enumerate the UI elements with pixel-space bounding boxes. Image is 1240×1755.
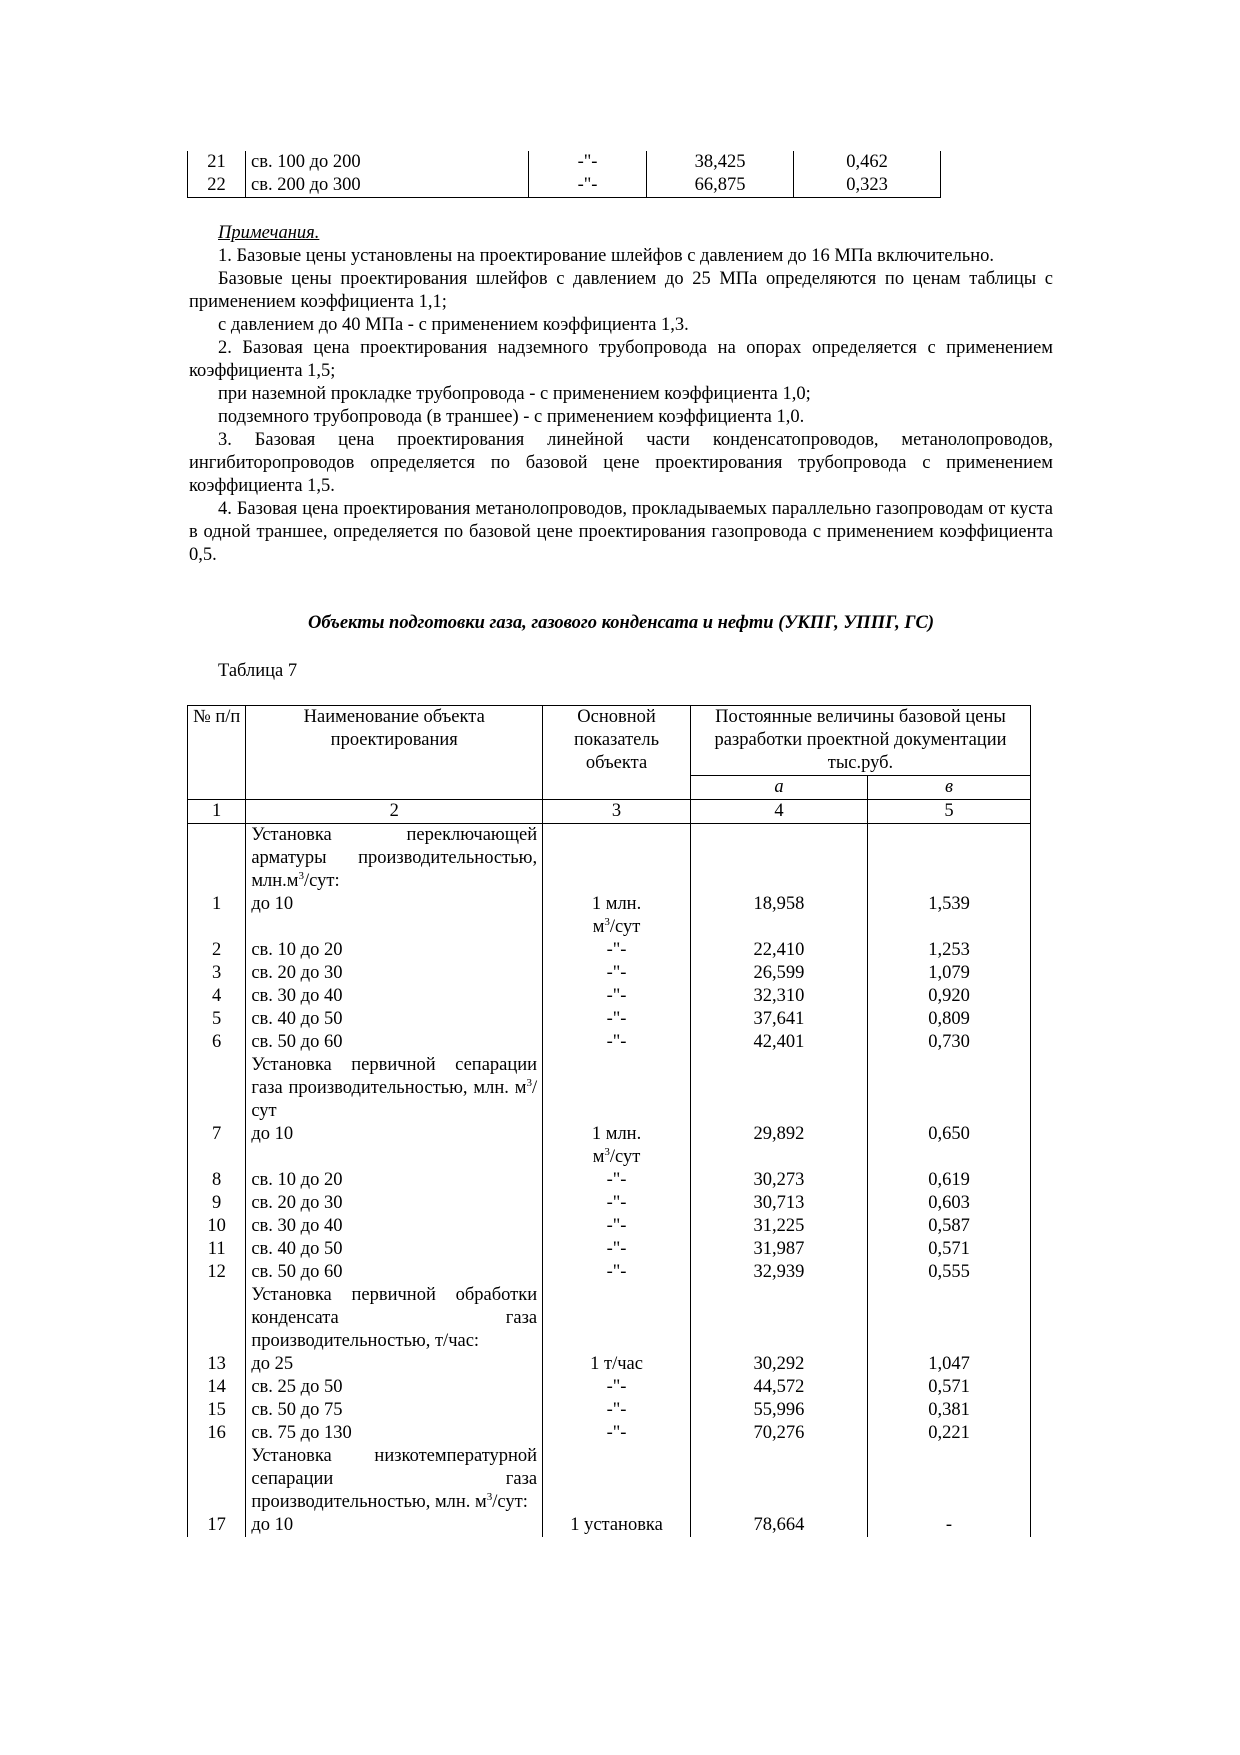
row-value-a: 18,958 bbox=[690, 893, 867, 939]
row-number: 22 bbox=[188, 174, 246, 198]
row-unit-text: -"- bbox=[606, 1239, 627, 1259]
note-paragraph: с давлением до 40 МПа - с применением коэффициента 1,3. bbox=[218, 315, 689, 335]
row-name: св. 30 до 40 bbox=[246, 985, 543, 1008]
row-unit-text: -"- bbox=[606, 940, 627, 960]
row-unit bbox=[543, 1123, 691, 1169]
note-paragraph: 4. Базовая цена проектирования метанолопроводов, прокладываемых параллельно газопроводам от куста в одной траншее, определяется по базовой цене проектирования газопровода с применением коэффициента 0,5. bbox=[189, 499, 1053, 565]
note-paragraph: 1. Базовые цены установлены на проектирование шлейфов с давлением до 16 МПа включительно. bbox=[218, 246, 995, 266]
empty-cell bbox=[543, 1284, 691, 1353]
row-name: св. 50 до 60 bbox=[246, 1031, 543, 1054]
row-value-b: 0,381 bbox=[868, 1399, 1031, 1422]
row-value-a: 44,572 bbox=[690, 1376, 867, 1399]
row-value-a: 30,273 bbox=[690, 1169, 867, 1192]
column-number: 5 bbox=[868, 800, 1031, 824]
empty-cell bbox=[543, 824, 691, 894]
table-row bbox=[188, 962, 1031, 985]
row-unit-text: -"- bbox=[606, 1423, 627, 1443]
row-unit bbox=[543, 1376, 691, 1399]
row-unit-suffix: /сут bbox=[609, 1147, 641, 1167]
row-unit-text: -"- bbox=[606, 1216, 627, 1236]
empty-cell bbox=[690, 824, 867, 894]
header-constants: Постоянные величины базовой цены разработки проектной документации тыс.руб. bbox=[690, 706, 1030, 776]
table-row bbox=[188, 174, 941, 198]
group-title-row bbox=[188, 1284, 1031, 1353]
row-unit-line2: м bbox=[592, 1147, 605, 1167]
row-unit bbox=[543, 893, 691, 939]
row-number: 13 bbox=[188, 1353, 246, 1376]
table-row bbox=[188, 1238, 1031, 1261]
row-value-b: - bbox=[868, 1514, 1031, 1537]
row-number: 2 bbox=[188, 939, 246, 962]
row-value-a: 66,875 bbox=[647, 174, 794, 198]
main-table bbox=[187, 705, 1031, 1537]
note-paragraph: 3. Базовая цена проектирования линейной части конденсатопроводов, метанолопроводов, ингибиторопроводов определяется по базовой цене проектирования трубопровода с применением коэффициента 1,5. bbox=[189, 430, 1053, 496]
row-name: до 25 bbox=[246, 1353, 543, 1376]
empty-cell bbox=[543, 1445, 691, 1514]
table-row bbox=[188, 151, 941, 174]
row-name: св. 200 до 300 bbox=[246, 174, 529, 198]
empty-cell bbox=[868, 1284, 1031, 1353]
group-title-suffix: /сут bbox=[251, 1078, 538, 1121]
row-number: 1 bbox=[188, 893, 246, 939]
row-value-a: 55,996 bbox=[690, 1399, 867, 1422]
row-unit-text: -"- bbox=[606, 1400, 627, 1420]
row-value-b: 1,539 bbox=[868, 893, 1031, 939]
row-unit-text: -"- bbox=[606, 1009, 627, 1029]
row-value-b: 1,079 bbox=[868, 962, 1031, 985]
empty-cell bbox=[868, 1054, 1031, 1123]
row-value-a: 31,987 bbox=[690, 1238, 867, 1261]
group-title bbox=[246, 1054, 543, 1123]
row-unit-text: 1 млн. bbox=[591, 894, 642, 914]
row-number: 10 bbox=[188, 1215, 246, 1238]
row-name: св. 50 до 60 bbox=[246, 1261, 543, 1284]
header-number: № п/п bbox=[188, 706, 246, 800]
row-unit bbox=[543, 1238, 691, 1261]
row-number: 9 bbox=[188, 1192, 246, 1215]
table-row bbox=[188, 1514, 1031, 1537]
table-row bbox=[188, 1261, 1031, 1284]
row-value-b: 0,650 bbox=[868, 1123, 1031, 1169]
row-unit bbox=[543, 985, 691, 1008]
table-row bbox=[188, 1123, 1031, 1169]
row-value-b: 0,587 bbox=[868, 1215, 1031, 1238]
row-value-a: 29,892 bbox=[690, 1123, 867, 1169]
row-name: св. 40 до 50 bbox=[246, 1008, 543, 1031]
notes-title-text: Примечания. bbox=[218, 223, 320, 243]
note-paragraph: Базовые цены проектирования шлейфов с давлением до 25 МПа определяются по ценам таблицы с применением коэффициента 1,1; bbox=[189, 269, 1053, 312]
top-table bbox=[187, 151, 941, 198]
empty-cell bbox=[690, 1054, 867, 1123]
row-unit-text: -"- bbox=[606, 986, 627, 1006]
empty-cell bbox=[188, 1445, 246, 1514]
header-row bbox=[188, 706, 1031, 776]
table-row bbox=[188, 1192, 1031, 1215]
row-unit bbox=[543, 962, 691, 985]
row-unit: -"- bbox=[529, 151, 647, 174]
row-number: 3 bbox=[188, 962, 246, 985]
group-title-row bbox=[188, 1445, 1031, 1514]
row-value-b: 0,571 bbox=[868, 1238, 1031, 1261]
row-name: до 10 bbox=[246, 893, 543, 939]
group-title-suffix: /сут: bbox=[492, 1492, 528, 1512]
main-table-body bbox=[188, 800, 1031, 1538]
group-title-text: Установка первичной обработки конденсата газа производительностью, т/час: bbox=[251, 1285, 538, 1351]
row-unit bbox=[543, 1215, 691, 1238]
row-number: 7 bbox=[188, 1123, 246, 1169]
row-unit bbox=[543, 1353, 691, 1376]
row-unit bbox=[543, 1514, 691, 1537]
row-number: 6 bbox=[188, 1031, 246, 1054]
header-name: Наименование объекта проектирования bbox=[246, 706, 543, 800]
row-value-b: 0,809 bbox=[868, 1008, 1031, 1031]
notes-section bbox=[189, 222, 1053, 567]
row-name: св. 10 до 20 bbox=[246, 939, 543, 962]
row-unit bbox=[543, 939, 691, 962]
row-name: до 10 bbox=[246, 1123, 543, 1169]
column-number: 3 bbox=[543, 800, 691, 824]
row-number: 14 bbox=[188, 1376, 246, 1399]
row-unit-text: -"- bbox=[606, 1193, 627, 1213]
row-value-b: 0,920 bbox=[868, 985, 1031, 1008]
column-number: 4 bbox=[690, 800, 867, 824]
row-number: 21 bbox=[188, 151, 246, 174]
row-unit bbox=[543, 1008, 691, 1031]
row-unit-suffix: /сут bbox=[609, 917, 641, 937]
table-row bbox=[188, 1376, 1031, 1399]
row-value-a: 32,939 bbox=[690, 1261, 867, 1284]
table-row bbox=[188, 939, 1031, 962]
empty-cell bbox=[188, 1054, 246, 1123]
note-paragraph: при наземной прокладке трубопровода - с применением коэффициента 1,0; bbox=[218, 384, 811, 404]
row-number: 4 bbox=[188, 985, 246, 1008]
group-title bbox=[246, 824, 543, 894]
group-title-text: Установка первичной сепарации газа производительностью, млн. м bbox=[251, 1055, 538, 1098]
table-caption: Таблица 7 bbox=[218, 661, 298, 681]
table-row bbox=[188, 893, 1031, 939]
row-value-a: 30,292 bbox=[690, 1353, 867, 1376]
row-value-b: 0,619 bbox=[868, 1169, 1031, 1192]
empty-cell bbox=[690, 1284, 867, 1353]
row-name: св. 10 до 20 bbox=[246, 1169, 543, 1192]
header-b: в bbox=[868, 776, 1031, 800]
table-row bbox=[188, 985, 1031, 1008]
notes-title bbox=[189, 222, 1053, 245]
column-numbers-row bbox=[188, 800, 1031, 824]
table-row bbox=[188, 1215, 1031, 1238]
row-unit-text: -"- bbox=[606, 1032, 627, 1052]
table-row bbox=[188, 1353, 1031, 1376]
row-unit-text: -"- bbox=[606, 1262, 627, 1282]
table-row bbox=[188, 1422, 1031, 1445]
row-number: 12 bbox=[188, 1261, 246, 1284]
empty-cell bbox=[188, 1284, 246, 1353]
group-title-text: Установка переключающей арматуры производительностью, млн.м bbox=[251, 825, 538, 891]
row-unit bbox=[543, 1169, 691, 1192]
row-unit-line2: м bbox=[592, 917, 605, 937]
row-name: до 10 bbox=[246, 1514, 543, 1537]
row-unit bbox=[543, 1031, 691, 1054]
row-unit-superscript: 3 bbox=[604, 915, 610, 928]
row-unit-text: -"- bbox=[606, 963, 627, 983]
row-value-a: 78,664 bbox=[690, 1514, 867, 1537]
row-value-b: 0,221 bbox=[868, 1422, 1031, 1445]
row-unit bbox=[543, 1399, 691, 1422]
row-name: св. 100 до 200 bbox=[246, 151, 529, 174]
row-unit: -"- bbox=[529, 174, 647, 198]
empty-cell bbox=[868, 824, 1031, 894]
table-row bbox=[188, 1399, 1031, 1422]
row-value-a: 70,276 bbox=[690, 1422, 867, 1445]
row-number: 16 bbox=[188, 1422, 246, 1445]
row-value-a: 37,641 bbox=[690, 1008, 867, 1031]
group-title bbox=[246, 1284, 543, 1353]
row-value-a: 42,401 bbox=[690, 1031, 867, 1054]
row-value-b: 0,603 bbox=[868, 1192, 1031, 1215]
group-title-superscript: 3 bbox=[526, 1076, 532, 1089]
empty-cell bbox=[690, 1445, 867, 1514]
group-title-row bbox=[188, 824, 1031, 894]
group-title-text: Установка низкотемпературной сепарации газа производительностью, млн. м bbox=[251, 1446, 538, 1512]
group-title bbox=[246, 1445, 543, 1514]
group-title-suffix: /сут: bbox=[304, 871, 340, 891]
header-indicator: Основной показатель объекта bbox=[543, 706, 691, 800]
group-title-row bbox=[188, 1054, 1031, 1123]
row-name: св. 25 до 50 bbox=[246, 1376, 543, 1399]
row-value-a: 30,713 bbox=[690, 1192, 867, 1215]
row-unit-text: -"- bbox=[606, 1377, 627, 1397]
section-title: Объекты подготовки газа, газового конденсата и нефти (УКПГ, УППГ, ГС) bbox=[307, 613, 935, 633]
row-value-a: 38,425 bbox=[647, 151, 794, 174]
table-row bbox=[188, 1031, 1031, 1054]
row-value-b: 0,323 bbox=[794, 174, 941, 198]
row-value-b: 1,253 bbox=[868, 939, 1031, 962]
row-unit bbox=[543, 1422, 691, 1445]
row-value-b: 0,571 bbox=[868, 1376, 1031, 1399]
row-name: св. 75 до 130 bbox=[246, 1422, 543, 1445]
group-title-superscript: 3 bbox=[486, 1490, 493, 1503]
row-unit-superscript: 3 bbox=[604, 1145, 610, 1158]
row-number: 5 bbox=[188, 1008, 246, 1031]
row-number: 15 bbox=[188, 1399, 246, 1422]
empty-cell bbox=[868, 1445, 1031, 1514]
row-name: св. 20 до 30 bbox=[246, 962, 543, 985]
row-name: св. 20 до 30 bbox=[246, 1192, 543, 1215]
row-value-a: 26,599 bbox=[690, 962, 867, 985]
row-value-b: 0,462 bbox=[794, 151, 941, 174]
row-value-a: 22,410 bbox=[690, 939, 867, 962]
row-unit-text: -"- bbox=[606, 1170, 627, 1190]
row-value-b: 0,730 bbox=[868, 1031, 1031, 1054]
group-title-superscript: 3 bbox=[298, 869, 305, 882]
row-value-a: 32,310 bbox=[690, 985, 867, 1008]
row-unit-text: 1 установка bbox=[570, 1515, 663, 1535]
row-value-b: 1,047 bbox=[868, 1353, 1031, 1376]
row-unit bbox=[543, 1192, 691, 1215]
row-unit-text: 1 млн. bbox=[591, 1124, 642, 1144]
empty-cell bbox=[188, 824, 246, 894]
row-value-a: 31,225 bbox=[690, 1215, 867, 1238]
row-number: 8 bbox=[188, 1169, 246, 1192]
table-row bbox=[188, 1008, 1031, 1031]
column-number: 1 bbox=[188, 800, 246, 824]
header-a: а bbox=[690, 776, 867, 800]
row-name: св. 30 до 40 bbox=[246, 1215, 543, 1238]
row-number: 17 bbox=[188, 1514, 246, 1537]
note-paragraph: 2. Базовая цена проектирования надземного трубопровода на опорах определяется с применением коэффициента 1,5; bbox=[189, 338, 1053, 381]
row-unit-text: 1 т/час bbox=[590, 1354, 643, 1374]
column-number: 2 bbox=[246, 800, 543, 824]
row-value-b: 0,555 bbox=[868, 1261, 1031, 1284]
row-number: 11 bbox=[188, 1238, 246, 1261]
row-name: св. 50 до 75 bbox=[246, 1399, 543, 1422]
table-row bbox=[188, 1169, 1031, 1192]
row-unit bbox=[543, 1261, 691, 1284]
row-name: св. 40 до 50 bbox=[246, 1238, 543, 1261]
empty-cell bbox=[543, 1054, 691, 1123]
note-paragraph: подземного трубопровода (в траншее) - с применением коэффициента 1,0. bbox=[218, 407, 805, 427]
